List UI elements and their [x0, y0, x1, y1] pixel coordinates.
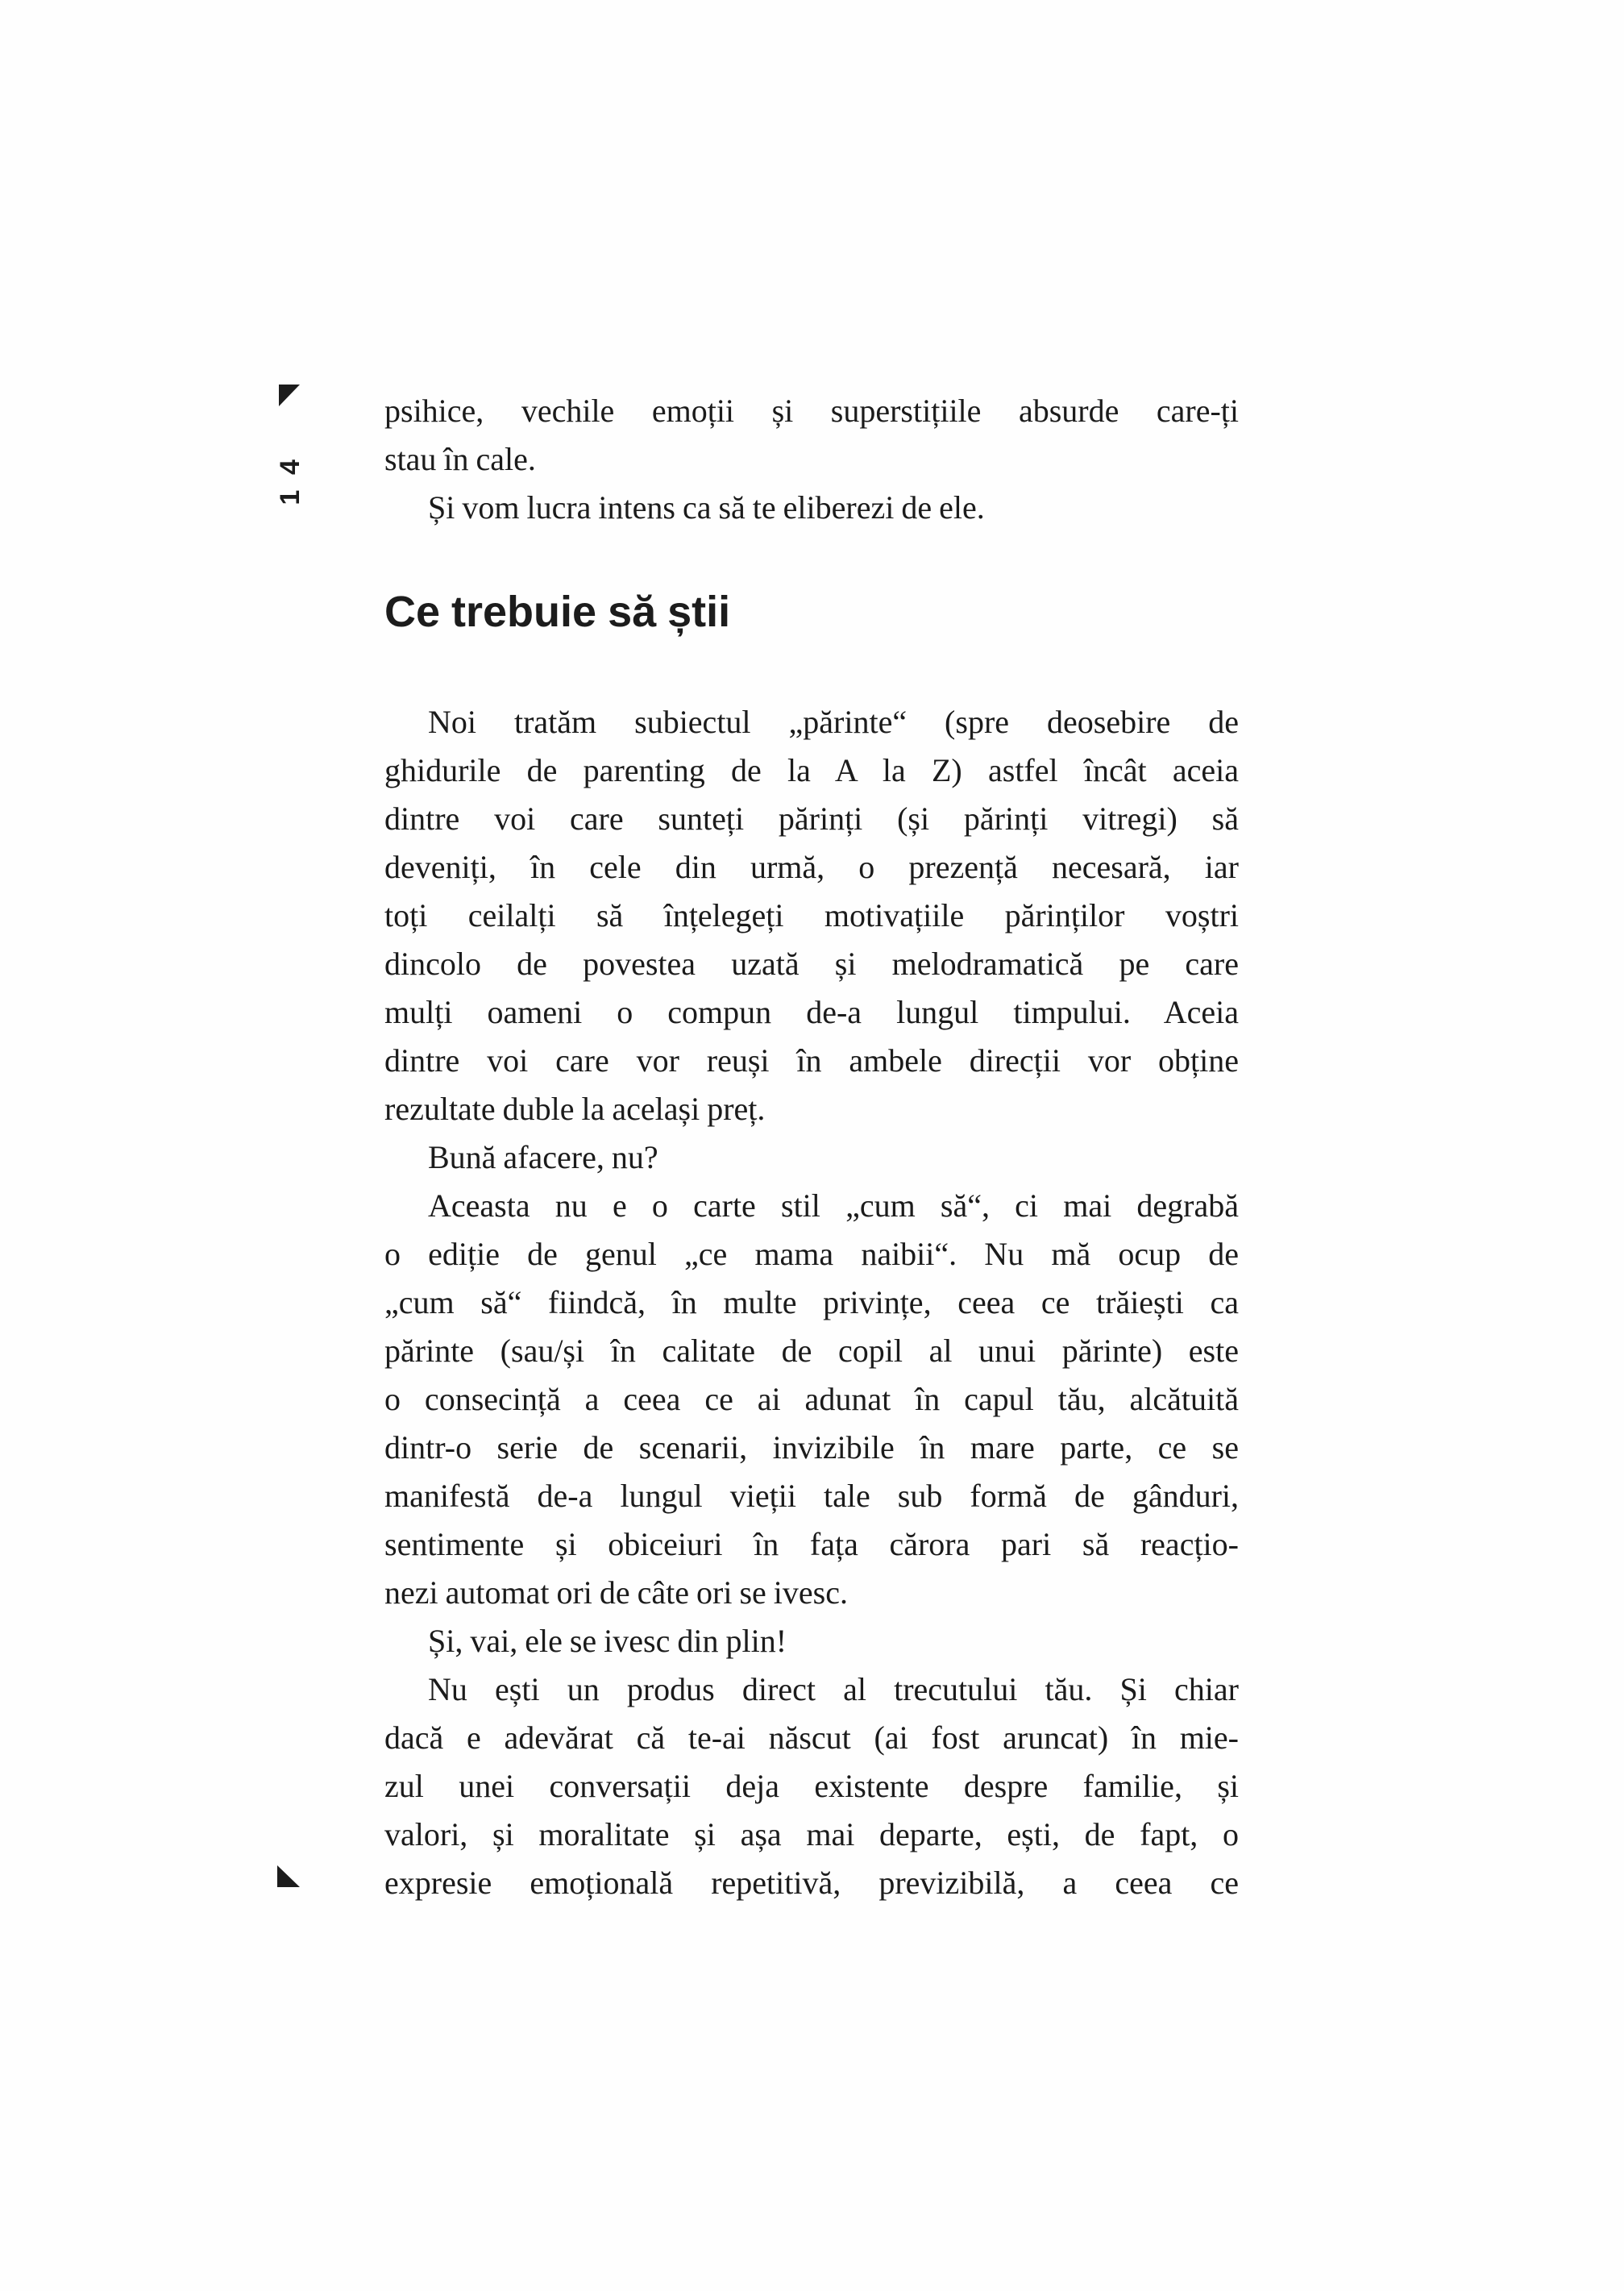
- text-line: deveniți, în cele din urmă, o prezență necesară, iar: [384, 849, 1239, 885]
- text-line: Aceasta nu e o carte stil „cum să“, ci mai degrabă: [428, 1187, 1239, 1224]
- body-paragraphs: [384, 698, 1239, 1907]
- text-block: [384, 387, 1239, 1907]
- text-line: o ediție de genul „ce mama naibii“. Nu mă ocup de: [384, 1236, 1239, 1272]
- text-line: expresie emoțională repetitivă, previzibilă, a ceea ce: [384, 1865, 1239, 1901]
- text-line: Bună afacere, nu?: [428, 1139, 658, 1175]
- text-line: manifestă de-a lungul vieții tale sub formă de gânduri,: [384, 1478, 1239, 1514]
- page-number: 14: [275, 444, 305, 505]
- text-line: „cum să“ fiindcă, în multe privințe, ceea ce trăiești ca: [384, 1284, 1239, 1320]
- text-line: dintre voi care sunteți părinți (și părinți vitregi) să: [384, 800, 1239, 837]
- text-line: dintre voi care vor reuși în ambele direcții vor obține: [384, 1042, 1239, 1079]
- text-line: rezultate duble la același preț.: [384, 1091, 766, 1127]
- text-line: nezi automat ori de câte ori se ivesc.: [384, 1574, 848, 1611]
- text-line: Nu ești un produs direct al trecutului tău. Și chiar: [428, 1671, 1239, 1707]
- text-line: Și, vai, ele se ivesc din plin!: [428, 1623, 787, 1659]
- text-line: dacă e adevărat că te-ai născut (ai fost aruncat) în mie-: [384, 1719, 1239, 1756]
- text-line: psihice, vechile emoții și superstițiile absurde care-ți: [384, 393, 1239, 429]
- text-line: mulți oameni o compun de-a lungul timpului. Aceia: [384, 994, 1239, 1030]
- text-line: Și vom lucra intens ca să te eliberezi de ele.: [428, 489, 985, 526]
- text-line: sentimente și obiceiuri în fața cărora pari să reacțio-: [384, 1526, 1239, 1562]
- text-line: stau în cale.: [384, 441, 536, 477]
- text-line: o consecință a ceea ce ai adunat în capul tău, alcătuită: [384, 1381, 1239, 1417]
- pre-heading-paragraphs: [384, 387, 1239, 532]
- text-line: zul unei conversații deja existente despre familie, și: [384, 1768, 1239, 1804]
- text-line: toți ceilalți să înțelegeți motivațiile părinților voștri: [384, 897, 1239, 933]
- text-line: ghidurile de parenting de la A la Z) astfel încât aceia: [384, 752, 1239, 788]
- text-line: părinte (sau/și în calitate de copil al unui părinte) este: [384, 1333, 1239, 1369]
- text-line: Noi tratăm subiectul „părinte“ (spre deosebire de: [428, 704, 1239, 740]
- text-line: dintr-o serie de scenarii, invizibile în mare parte, ce se: [384, 1429, 1239, 1466]
- page-top-corner-marker-icon: [279, 385, 301, 407]
- text-line: dincolo de povestea uzată și melodramatică pe care: [384, 946, 1239, 982]
- page-bottom-corner-marker-icon: [277, 1865, 300, 1888]
- section-heading: Ce trebuie să știi: [384, 588, 731, 636]
- text-line: valori, și moralitate și așa mai departe, ești, de fapt, o: [384, 1816, 1239, 1852]
